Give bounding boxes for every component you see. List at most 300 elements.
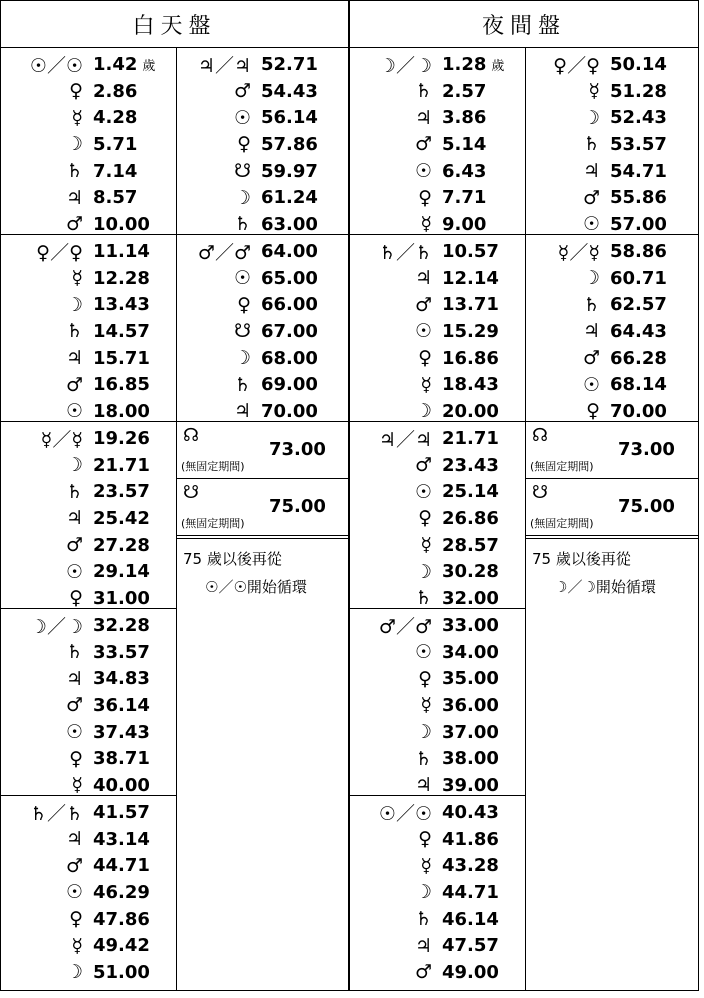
period-row (1, 932, 176, 959)
age-value: 21.71 (93, 454, 150, 476)
period-row (350, 852, 525, 879)
age-value: 13.71 (442, 294, 499, 316)
period-row (350, 558, 525, 585)
period-row (1, 318, 176, 345)
node-note: (無固定期間) (181, 517, 245, 530)
period-row (1, 719, 176, 746)
period-row (350, 371, 525, 398)
node-symbol: ☊ (183, 425, 199, 446)
age-value: 4.28 (93, 107, 138, 129)
period-row (350, 104, 525, 131)
period-row (177, 184, 348, 211)
period-block (526, 235, 698, 422)
period-row (350, 211, 525, 238)
planet-symbol: ♄ (233, 213, 251, 236)
planet-symbol: ♃ (65, 667, 83, 690)
age-value: 51.00 (93, 961, 150, 983)
period-row (1, 184, 176, 211)
age-value: 28.57 (442, 534, 499, 556)
node-note: (無固定期間) (181, 460, 245, 473)
period-row (1, 665, 176, 692)
age-value: 34.00 (442, 641, 499, 663)
planet-symbol: ♄ (65, 641, 83, 664)
period-row (526, 51, 698, 78)
period-row (350, 639, 525, 666)
period-row (1, 772, 176, 799)
age-value: 40.00 (93, 774, 150, 796)
period-block (1, 48, 176, 235)
period-row (350, 345, 525, 372)
north-node-block (526, 422, 698, 479)
age-value: 41.86 (442, 828, 499, 850)
cycle-note-line1: 75 歲以後再從 (532, 550, 631, 568)
planet-symbol: ♀ (418, 347, 432, 370)
planet-symbol: ♀ (69, 908, 83, 931)
age-value: 47.86 (93, 908, 150, 930)
planet-symbol: ☽／☽ (378, 54, 432, 77)
period-row (526, 131, 698, 158)
planet-symbol: ☉ (65, 560, 83, 583)
age-value: 25.14 (442, 481, 499, 503)
age-value: 16.85 (93, 374, 150, 396)
planet-symbol: ♂ (582, 347, 600, 370)
planet-symbol: ♂ (582, 186, 600, 209)
age-value: 34.83 (93, 668, 150, 690)
age-value: 75.00 (269, 496, 326, 517)
age-value: 36.14 (93, 694, 150, 716)
age-value: 11.14 (93, 240, 150, 262)
age-value: 44.71 (442, 881, 499, 903)
planet-symbol: ☉ (65, 721, 83, 744)
period-block (350, 48, 525, 235)
age-value: 15.29 (442, 320, 499, 342)
period-row (177, 158, 348, 185)
planet-symbol: ☿ (420, 373, 432, 396)
node-symbol: ☋ (532, 482, 548, 503)
age-value: 65.00 (261, 267, 318, 289)
age-value: 7.14 (93, 160, 138, 182)
planet-symbol: ♄／♄ (29, 802, 83, 825)
age-value: 43.28 (442, 855, 499, 877)
planet-symbol: ♃ (65, 347, 83, 370)
planet-symbol: ♀ (69, 587, 83, 610)
planet-symbol: ☿／☿ (557, 241, 600, 264)
planet-symbol: ☉／☉ (378, 802, 432, 825)
age-value: 18.00 (93, 400, 150, 422)
planet-symbol: ☉／☉ (29, 54, 83, 77)
planet-symbol: ♄ (65, 160, 83, 183)
period-row (526, 211, 698, 238)
planet-symbol: ☽ (414, 881, 432, 904)
age-value: 5.71 (93, 133, 138, 155)
planet-symbol: ☿ (71, 774, 83, 797)
period-row (1, 879, 176, 906)
age-value: 33.57 (93, 641, 150, 663)
age-value: 2.86 (93, 80, 138, 102)
age-value: 5.14 (442, 133, 487, 155)
planet-symbol: ☿ (420, 694, 432, 717)
period-row (1, 639, 176, 666)
planet-symbol: ♀ (418, 667, 432, 690)
planet-symbol: ♂ (414, 961, 432, 984)
night-chart-panel (349, 0, 699, 991)
planet-symbol: ♃ (582, 320, 600, 343)
planet-symbol: ♄ (233, 373, 251, 396)
age-value: 69.00 (261, 374, 318, 396)
cycle-note-line2: ☽／☽開始循環 (554, 578, 656, 596)
planet-symbol: ♀ (418, 186, 432, 209)
planet-symbol: ♀／♀ (553, 54, 600, 77)
period-row (177, 318, 348, 345)
period-row (350, 799, 525, 826)
period-block (1, 235, 176, 422)
period-row (350, 585, 525, 612)
planet-symbol: ♀ (69, 80, 83, 103)
period-row (1, 532, 176, 559)
day-chart-title: 白天盤 (1, 1, 348, 48)
period-row (1, 425, 176, 452)
age-unit: 歲 (142, 58, 156, 74)
period-row (350, 772, 525, 799)
planet-symbol: ☉ (414, 320, 432, 343)
period-row (177, 291, 348, 318)
age-value: 21.71 (442, 427, 499, 449)
period-row (350, 665, 525, 692)
age-value: 66.00 (261, 294, 318, 316)
planet-symbol: ♄ (582, 293, 600, 316)
period-block (1, 796, 176, 983)
period-block (526, 48, 698, 235)
planet-symbol: ♃ (414, 267, 432, 290)
day-column-2 (177, 48, 348, 990)
planet-symbol: ♀ (69, 747, 83, 770)
planet-symbol: ☿ (588, 80, 600, 103)
period-row (350, 184, 525, 211)
planet-symbol: ♃ (65, 828, 83, 851)
period-row (350, 425, 525, 452)
period-row (350, 291, 525, 318)
age-value: 32.28 (93, 614, 150, 636)
planet-symbol: ☿ (420, 213, 432, 236)
cycle-note (526, 538, 698, 607)
period-row (1, 265, 176, 292)
period-row (526, 78, 698, 105)
planet-symbol: ☉ (65, 400, 83, 423)
planet-symbol: ☽ (414, 400, 432, 423)
period-row (1, 158, 176, 185)
period-row (1, 826, 176, 853)
planet-symbol: ☿ (71, 106, 83, 129)
period-row (1, 799, 176, 826)
age-value: 30.28 (442, 561, 499, 583)
planet-symbol: ♃／♃ (378, 428, 432, 451)
age-value: 36.00 (442, 694, 499, 716)
age-value: 64.00 (261, 240, 318, 262)
period-row (1, 398, 176, 425)
day-column-1 (1, 48, 177, 990)
age-value: 18.43 (442, 374, 499, 396)
planet-symbol: ☉ (414, 480, 432, 503)
planet-symbol: ☉ (233, 267, 251, 290)
north-node-block (177, 422, 348, 479)
planet-symbol: ☉ (414, 641, 432, 664)
planet-symbol: ♂／♂ (197, 241, 251, 264)
period-row (526, 184, 698, 211)
planet-symbol: ♀ (586, 400, 600, 423)
age-value: 13.43 (93, 294, 150, 316)
planet-symbol: ♂ (414, 133, 432, 156)
period-row (177, 131, 348, 158)
planet-symbol: ♄／♄ (378, 241, 432, 264)
period-row (350, 398, 525, 425)
age-value: 57.00 (610, 213, 667, 235)
age-value: 40.43 (442, 801, 499, 823)
age-value: 7.71 (442, 187, 487, 209)
age-value: 31.00 (93, 587, 150, 609)
period-row (526, 371, 698, 398)
period-block (177, 235, 348, 422)
age-value: 15.71 (93, 347, 150, 369)
age-value: 37.00 (442, 721, 499, 743)
period-row (177, 371, 348, 398)
planet-symbol: ♃ (414, 774, 432, 797)
age-value: 8.57 (93, 187, 138, 209)
period-row (350, 238, 525, 265)
planet-symbol: ♂ (65, 854, 83, 877)
age-value: 52.71 (261, 53, 318, 75)
age-value: 58.86 (610, 240, 667, 262)
planet-symbol: ☿ (420, 534, 432, 557)
planet-symbol: ☉ (65, 881, 83, 904)
age-value: 38.00 (442, 748, 499, 770)
day-chart-panel (0, 0, 349, 991)
period-row (350, 51, 525, 78)
age-value: 2.57 (442, 80, 487, 102)
planet-symbol: ☿／☿ (40, 428, 83, 451)
age-value: 10.57 (442, 240, 499, 262)
period-row (1, 585, 176, 612)
planet-symbol: ☉ (582, 213, 600, 236)
planet-symbol: ♄ (414, 747, 432, 770)
period-row (177, 211, 348, 238)
period-row (350, 692, 525, 719)
period-row (526, 104, 698, 131)
period-row (1, 745, 176, 772)
period-row (1, 478, 176, 505)
cycle-note-line2: ☉／☉開始循環 (205, 578, 307, 596)
period-row (350, 478, 525, 505)
age-value: 50.14 (610, 53, 667, 75)
period-row (1, 852, 176, 879)
age-value: 23.57 (93, 481, 150, 503)
planet-symbol: ♄ (414, 587, 432, 610)
period-row (350, 505, 525, 532)
age-value: 35.00 (442, 668, 499, 690)
age-value: 51.28 (610, 80, 667, 102)
node-note: (無固定期間) (530, 460, 594, 473)
planet-symbol: ♀ (237, 133, 251, 156)
period-row (350, 932, 525, 959)
age-value: 29.14 (93, 561, 150, 583)
age-value: 38.71 (93, 748, 150, 770)
planet-symbol: ♀ (418, 828, 432, 851)
planet-symbol: ♃ (414, 934, 432, 957)
planet-symbol: ☽ (65, 133, 83, 156)
age-value: 46.29 (93, 881, 150, 903)
planet-symbol: ♃ (233, 400, 251, 423)
planet-symbol: ♃ (65, 507, 83, 530)
period-row (350, 745, 525, 772)
age-value: 57.86 (261, 133, 318, 155)
planet-symbol: ♂ (414, 293, 432, 316)
planet-symbol: ♃ (414, 106, 432, 129)
period-block (350, 796, 525, 983)
period-row (350, 906, 525, 933)
age-value: 14.57 (93, 320, 150, 342)
period-row (1, 51, 176, 78)
period-block (1, 609, 176, 796)
period-block (1, 422, 176, 609)
planet-symbol: ☿ (420, 854, 432, 877)
period-row (1, 211, 176, 238)
age-value: 25.42 (93, 507, 150, 529)
age-value: 56.14 (261, 107, 318, 129)
age-value: 39.00 (442, 774, 499, 796)
planet-symbol: ♂／♂ (378, 615, 432, 638)
period-row (1, 612, 176, 639)
period-row (526, 318, 698, 345)
planet-symbol: ♀ (418, 507, 432, 530)
age-value: 3.86 (442, 107, 487, 129)
age-value: 19.26 (93, 427, 150, 449)
age-value: 52.43 (610, 107, 667, 129)
planet-symbol: ☉ (414, 160, 432, 183)
night-chart-title: 夜間盤 (350, 1, 698, 48)
age-value: 55.86 (610, 187, 667, 209)
node-note: (無固定期間) (530, 517, 594, 530)
planet-symbol: ☽ (582, 106, 600, 129)
node-symbol: ☋ (183, 482, 199, 503)
period-row (1, 906, 176, 933)
night-column-2 (526, 48, 698, 990)
period-row (1, 505, 176, 532)
age-value: 33.00 (442, 614, 499, 636)
age-unit: 歲 (491, 58, 505, 74)
period-row (1, 78, 176, 105)
age-value: 68.14 (610, 374, 667, 396)
south-node-block (177, 479, 348, 536)
age-value: 1.42 (93, 53, 138, 75)
age-value: 53.57 (610, 133, 667, 155)
planet-symbol: ☉ (582, 373, 600, 396)
period-block (350, 235, 525, 422)
age-value: 67.00 (261, 320, 318, 342)
age-value: 43.14 (93, 828, 150, 850)
planet-symbol: ♂ (65, 694, 83, 717)
period-row (1, 959, 176, 986)
period-row (177, 398, 348, 425)
planet-symbol: ♃ (65, 186, 83, 209)
period-row (526, 345, 698, 372)
age-value: 12.14 (442, 267, 499, 289)
age-value: 26.86 (442, 507, 499, 529)
age-value: 66.28 (610, 347, 667, 369)
planet-symbol: ☽ (233, 186, 251, 209)
age-value: 37.43 (93, 721, 150, 743)
period-row (350, 78, 525, 105)
cycle-note-line1: 75 歲以後再從 (183, 550, 282, 568)
planet-symbol: ☽ (233, 347, 251, 370)
age-value: 61.24 (261, 187, 318, 209)
age-value: 73.00 (618, 439, 675, 460)
age-value: 1.28 (442, 53, 487, 75)
age-value: 23.43 (442, 454, 499, 476)
period-row (350, 158, 525, 185)
planet-symbol: ☿ (71, 934, 83, 957)
age-value: 54.71 (610, 160, 667, 182)
period-row (350, 265, 525, 292)
period-row (1, 692, 176, 719)
planet-symbol: ☋ (234, 160, 251, 183)
period-row (1, 104, 176, 131)
age-value: 41.57 (93, 801, 150, 823)
period-row (1, 238, 176, 265)
age-value: 54.43 (261, 80, 318, 102)
age-value: 70.00 (261, 400, 318, 422)
planet-symbol: ☋ (234, 320, 251, 343)
planet-symbol: ♄ (582, 133, 600, 156)
age-value: 46.14 (442, 908, 499, 930)
period-row (526, 398, 698, 425)
period-row (350, 532, 525, 559)
period-row (1, 345, 176, 372)
planet-symbol: ☉ (233, 106, 251, 129)
planet-symbol: ♂ (65, 213, 83, 236)
south-node-block (526, 479, 698, 536)
period-row (1, 371, 176, 398)
period-row (350, 959, 525, 986)
period-row (350, 879, 525, 906)
period-row (1, 558, 176, 585)
node-symbol: ☊ (532, 425, 548, 446)
age-value: 12.28 (93, 267, 150, 289)
night-column-1 (350, 48, 526, 990)
period-row (1, 291, 176, 318)
age-value: 6.43 (442, 160, 487, 182)
planet-symbol: ♂ (414, 454, 432, 477)
period-row (177, 51, 348, 78)
planet-symbol: ☽ (414, 721, 432, 744)
planet-symbol: ☿ (71, 267, 83, 290)
period-row (177, 238, 348, 265)
age-value: 59.97 (261, 160, 318, 182)
period-block (350, 609, 525, 796)
period-block (177, 48, 348, 235)
period-row (350, 826, 525, 853)
planet-symbol: ♄ (414, 80, 432, 103)
age-value: 9.00 (442, 213, 487, 235)
period-row (177, 265, 348, 292)
planet-symbol: ☽／☽ (29, 615, 83, 638)
age-value: 68.00 (261, 347, 318, 369)
age-value: 20.00 (442, 400, 499, 422)
age-value: 44.71 (93, 855, 150, 877)
planet-symbol: ☽ (582, 267, 600, 290)
age-value: 16.86 (442, 347, 499, 369)
period-row (526, 265, 698, 292)
planet-symbol: ♃／♃ (197, 54, 251, 77)
planet-symbol: ♀ (237, 293, 251, 316)
